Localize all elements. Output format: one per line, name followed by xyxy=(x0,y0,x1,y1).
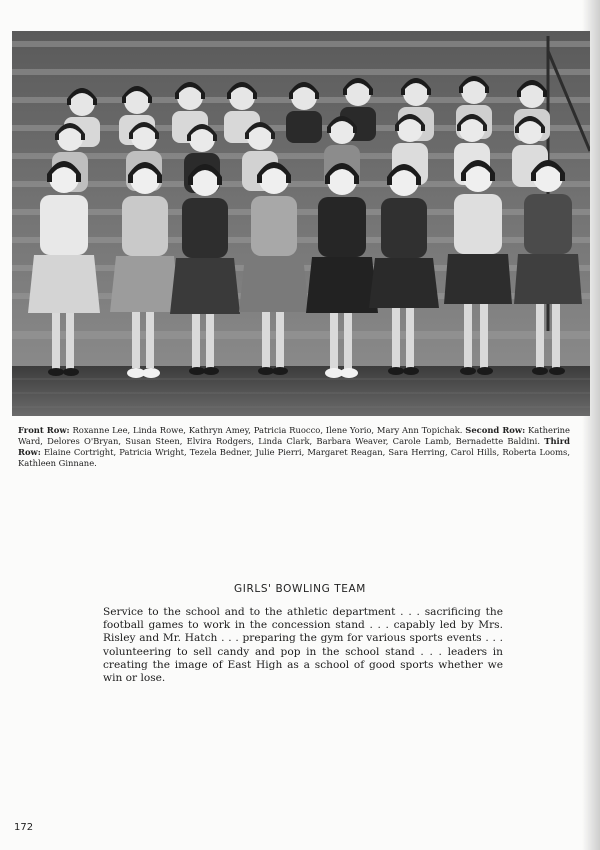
caption-third-row-label: Third Row: xyxy=(18,436,570,457)
caption-front-row-label: Front Row: xyxy=(18,425,70,435)
page-number: 172 xyxy=(14,822,34,833)
section-body-text: Service to the school and to the athletic department . . . sacrificing the football games to work in the concession stand . . . capably led by Mrs. Risley and Mr. Hatch . . . preparing the gym for various sports events . . . volunteering to sell candy and pop in the school stand . . . leaders in creating the image of East High as a school of good sports whether we win or lose. xyxy=(103,606,503,685)
section-title: GIRLS' BOWLING TEAM xyxy=(234,583,366,595)
caption-second-row-label: Second Row: xyxy=(465,425,526,435)
team-photograph xyxy=(12,31,590,416)
caption-second-row-names: Katherine Ward, Delores O'Bryan, Susan Steen, Elvira Rodgers, Linda Clark, Barbara Weaver, Carole Lamb, Bernadette Baldini. xyxy=(18,425,570,446)
photo-caption xyxy=(18,425,570,469)
team-photo-illustration xyxy=(12,31,590,416)
caption-third-row-names: Elaine Cortright, Patricia Wright, Tezela Bedner, Julie Pierri, Margaret Reagan, Sara Herring, Carol Hills, Roberta Looms, Kathleen Ginnane. xyxy=(18,447,570,468)
caption-front-row-names: Roxanne Lee, Linda Rowe, Kathryn Amey, Patricia Ruocco, Ilene Yorio, Mary Ann Topichak. xyxy=(72,425,463,435)
